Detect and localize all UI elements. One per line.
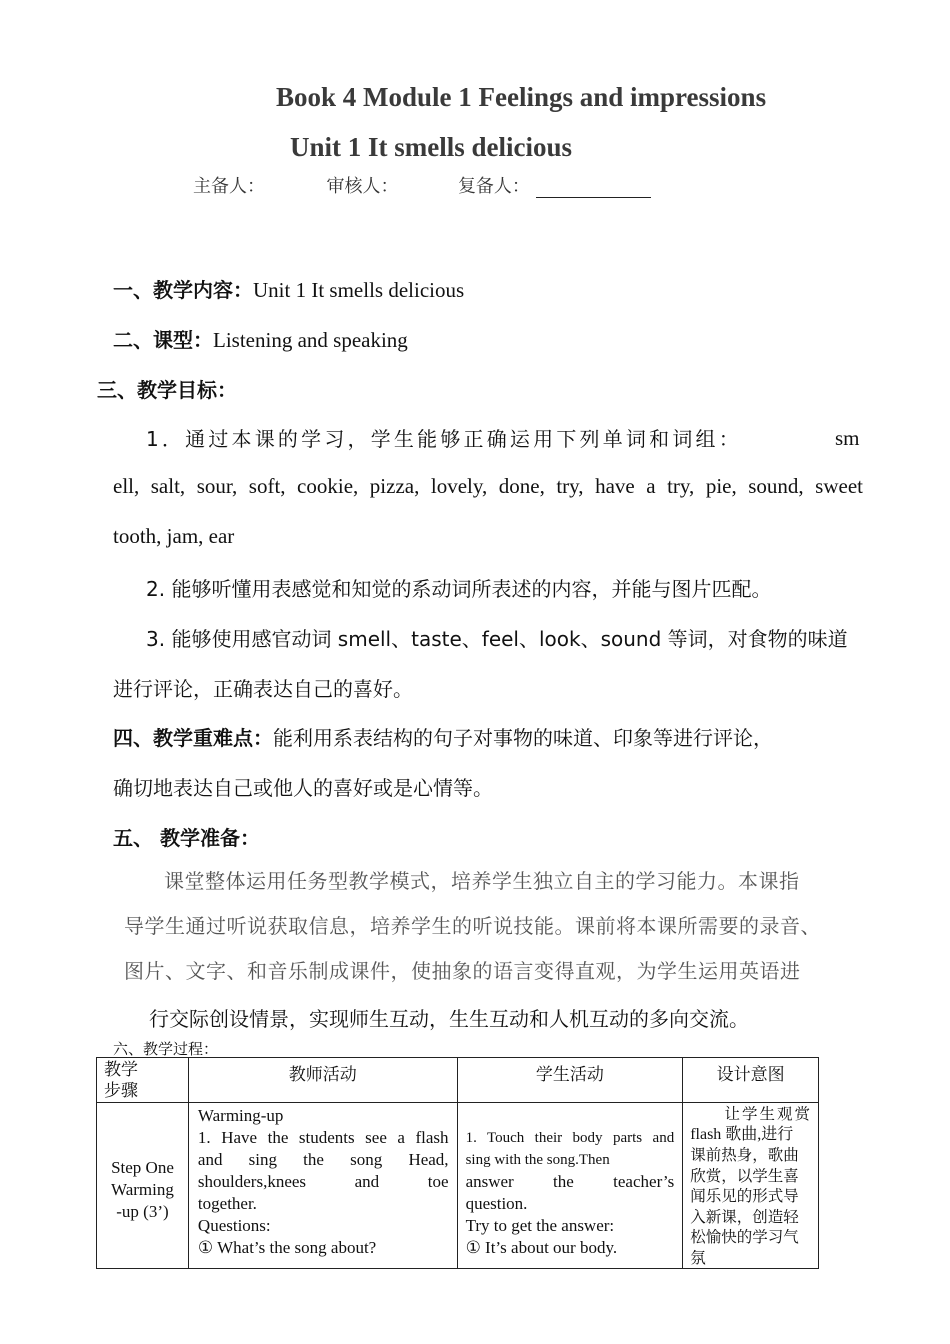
header-teacher: 教师活动 bbox=[188, 1058, 457, 1103]
objective-2: 2. 能够听懂用表感觉和知觉的系动词所表述的内容，并能与图片匹配。 bbox=[146, 577, 772, 601]
key-points-line1: 能利用系表结构的句子对事物的味道、印象等进行评论， bbox=[273, 726, 773, 750]
objective-1-line3: tooth, jam, ear bbox=[113, 524, 235, 548]
table-header-row bbox=[97, 1058, 819, 1103]
preparation-line1: 课堂整体运用任务型教学模式，培养学生独立自主的学习能力。本课指 bbox=[164, 869, 800, 893]
objective-1-prefix: 1．通过本课的学习，学生能够正确运用下列单词和词组： bbox=[146, 427, 742, 451]
preparers-line bbox=[193, 172, 651, 198]
lesson-type-value: Listening and speaking bbox=[213, 328, 408, 352]
preparation-line2: 导学生通过听说获取信息，培养学生的听说技能。课前将本课所需要的录音、 bbox=[124, 914, 821, 938]
objectives-label: 三、教学目标： bbox=[97, 378, 237, 402]
document-subtitle: Unit 1 It smells delicious bbox=[290, 132, 573, 162]
design-intent-cell: 让学生观赏 flash 歌曲,进行 课前热身，歌曲 欣赏，以学生喜 闻乐见的形式导 入新课，创造轻 松愉快的学习气 氛 bbox=[683, 1103, 819, 1269]
content-value: Unit 1 It smells delicious bbox=[253, 278, 465, 302]
header-step: 教学步骤 bbox=[97, 1058, 189, 1103]
header-student: 学生活动 bbox=[457, 1058, 683, 1103]
teacher-activity-cell: Warming-up 1. Have the students see a flash and sing the song Head, shoulders,knees and toe together. Questions: ① What’s the song about? bbox=[188, 1103, 457, 1269]
lesson-type-label: 二、课型： bbox=[113, 328, 213, 352]
key-points-line2: 确切地表达自己或他人的喜好或是心情等。 bbox=[113, 776, 493, 800]
student-activity-cell: 1. Touch their body parts and sing with the song.Then answer the teacher’s question. Try to get the answer: ① It’s about our body. bbox=[457, 1103, 683, 1269]
section-content bbox=[113, 274, 464, 303]
objective-3-line2: 进行评论，正确表达自己的喜好。 bbox=[113, 677, 413, 701]
co-preparer-blank bbox=[536, 179, 651, 198]
document-title: Book 4 Module 1 Feelings and impressions bbox=[276, 82, 767, 112]
key-points-label: 四、教学重难点： bbox=[113, 726, 273, 750]
objective-1-line1 bbox=[146, 423, 742, 452]
objective-3-line1: 3. 能够使用感官动词 smell、taste、feel、look、sound 等词，对食物的味道 bbox=[146, 627, 848, 651]
co-preparer-label: 复备人： bbox=[457, 176, 530, 197]
objective-1-words-start: sm bbox=[835, 426, 860, 450]
header-intent: 设计意图 bbox=[683, 1058, 819, 1103]
preparation-label: 五、 教学准备： bbox=[113, 826, 260, 850]
step-cell: Step One Warming -up (3’) bbox=[97, 1103, 189, 1269]
teaching-process-table bbox=[96, 1057, 819, 1269]
preparation-line4: 行交际创设情景，实现师生互动，生生互动和人机互动的多向交流。 bbox=[149, 1007, 749, 1031]
preparation-line3: 图片、文字、和音乐制成课件，使抽象的语言变得直观，为学生运用英语进 bbox=[124, 959, 801, 983]
preparer-label: 主备人： bbox=[193, 176, 265, 197]
section-lesson-type bbox=[113, 324, 408, 353]
content-label: 一、教学内容： bbox=[113, 278, 253, 302]
objective-1-line2: ell, salt, sour, soft, cookie, pizza, lovely, done, try, have a try, pie, sound, sweet bbox=[113, 474, 863, 498]
reviewer-label: 审核人： bbox=[326, 176, 399, 197]
table-row bbox=[97, 1103, 819, 1269]
section-key-points bbox=[113, 722, 773, 751]
process-label: 六、教学过程： bbox=[113, 1040, 219, 1058]
